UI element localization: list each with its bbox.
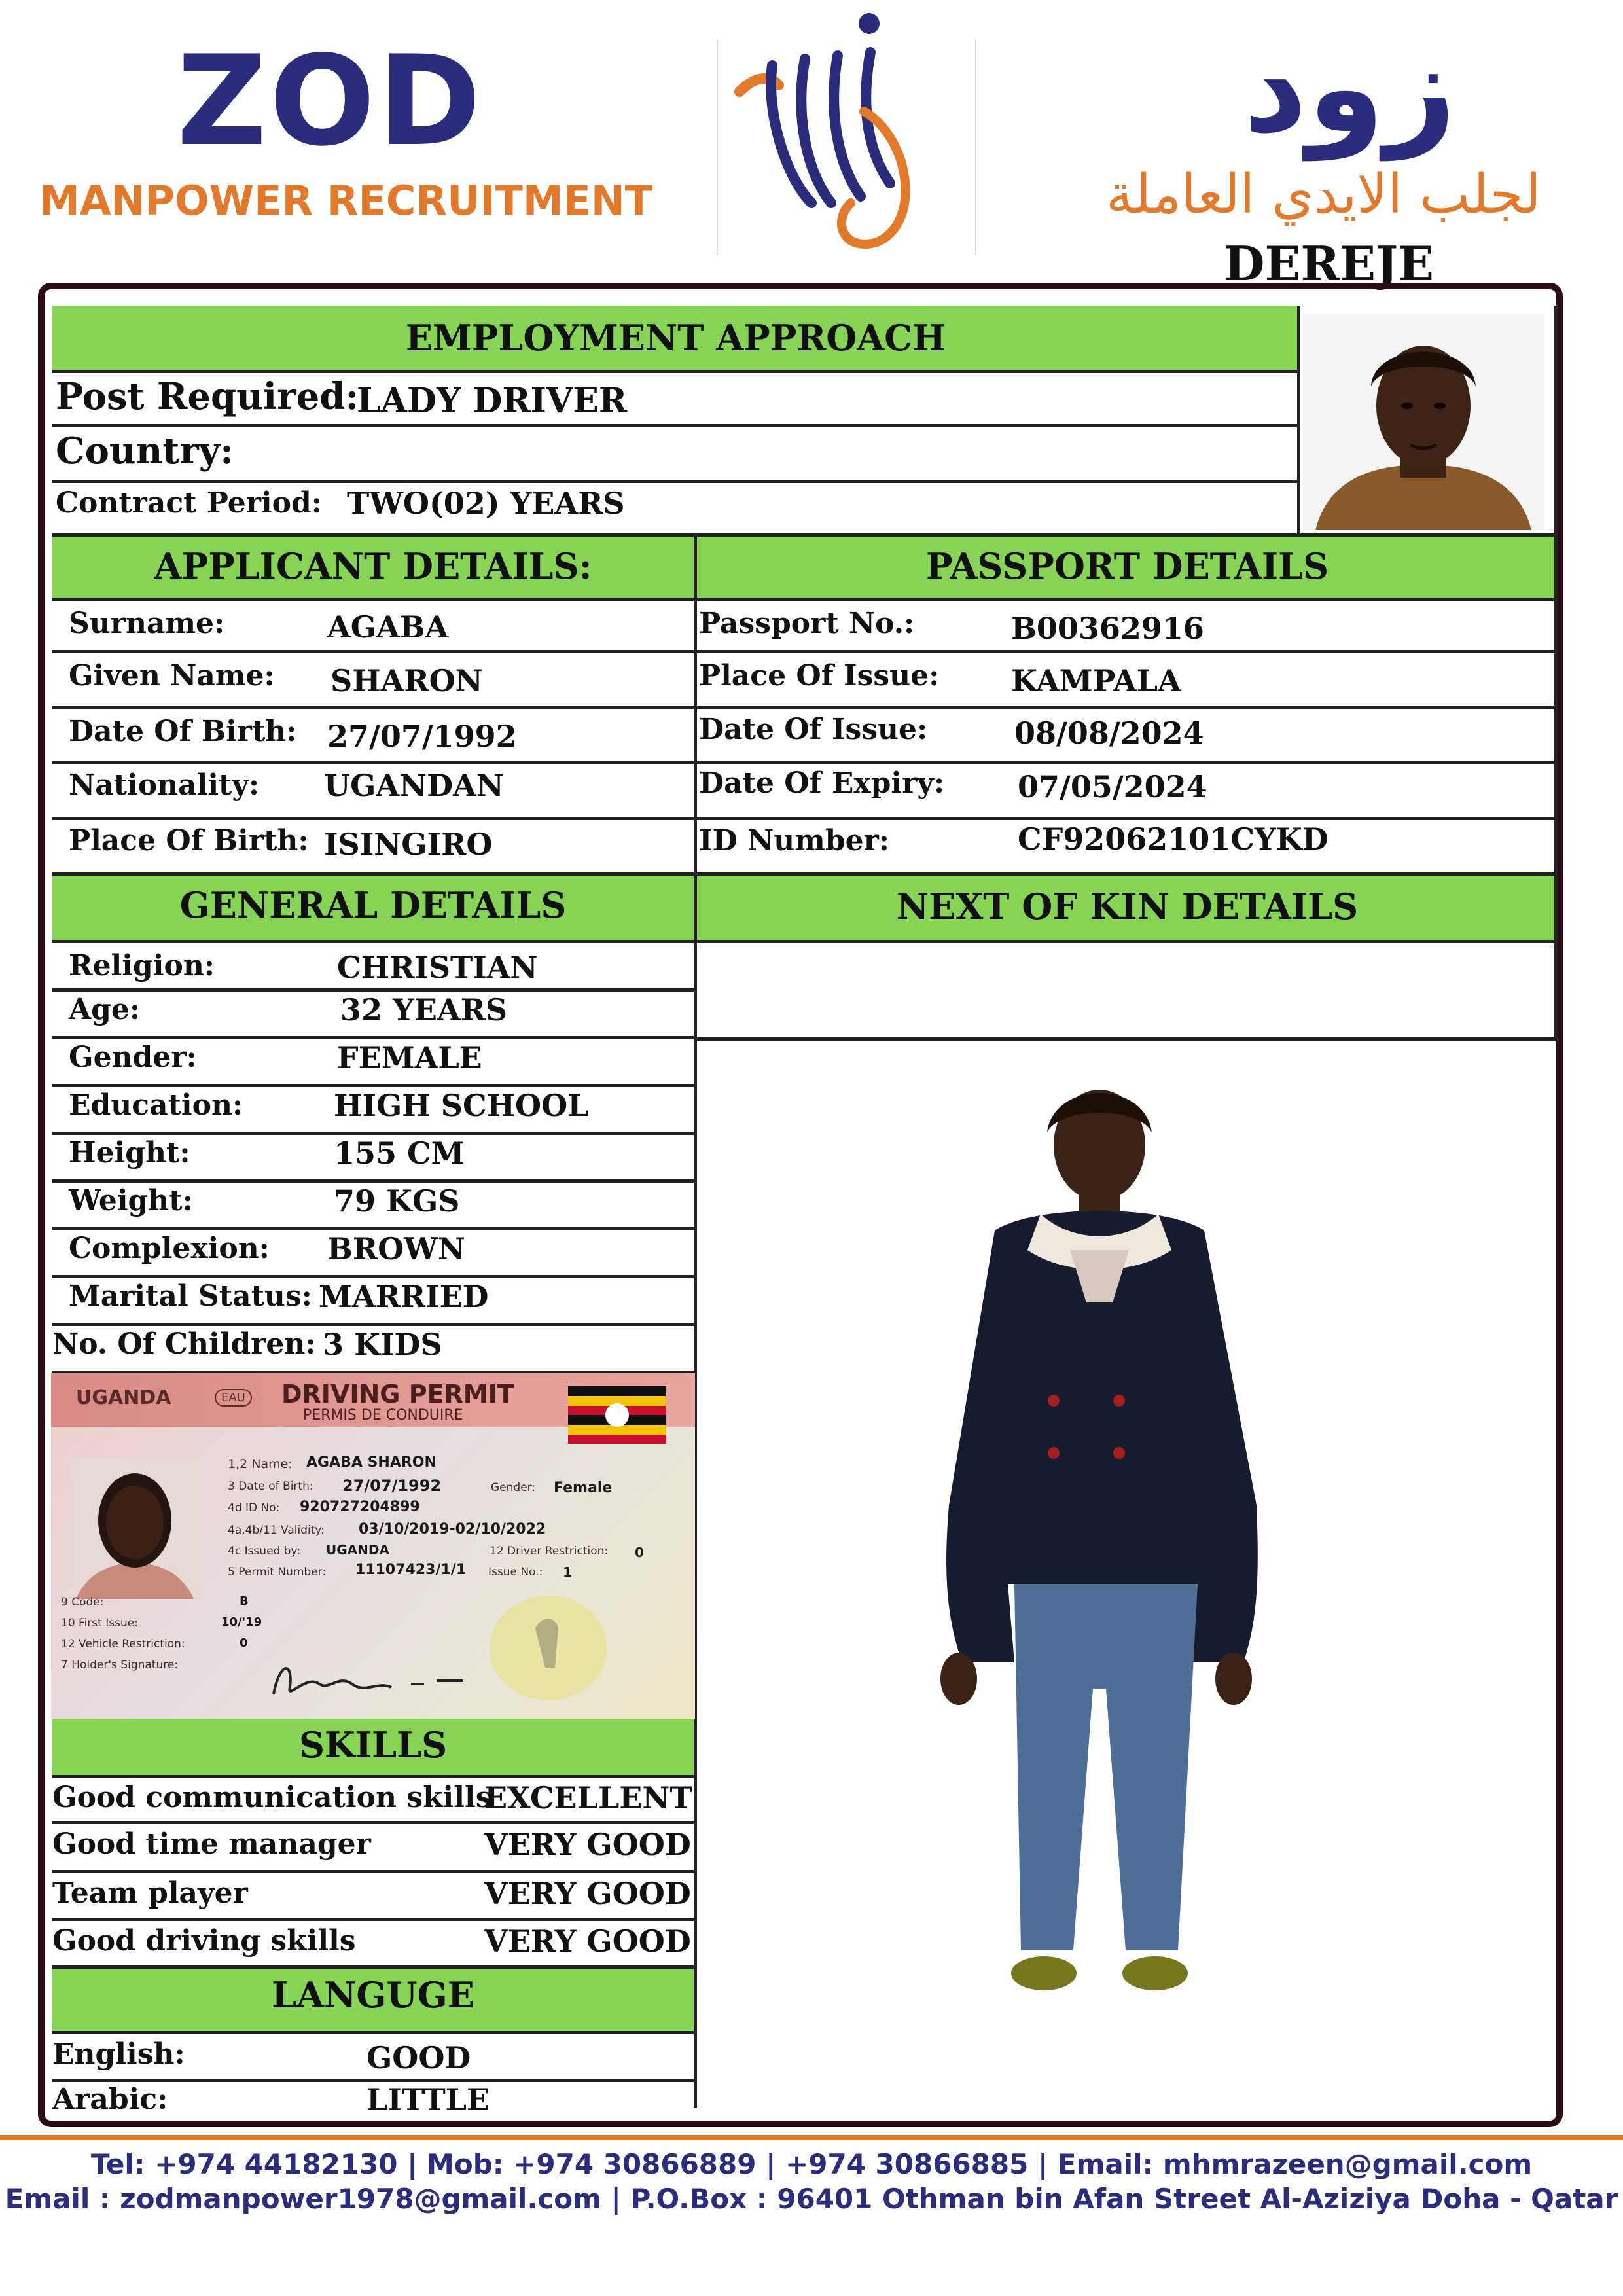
language-label: English:: [52, 2037, 185, 2071]
passport-value: 07/05/2024: [1018, 769, 1207, 804]
passport-title: PASSPORT DETAILS: [697, 537, 1558, 601]
footer-contact-line-1: Tel: +974 44182130 | Mob: +974 30866889 | +974 30866885 | Email: mhmrazeen@gmail.com: [90, 2148, 1533, 2180]
language-value: GOOD: [366, 2040, 471, 2075]
header-divider-right: [975, 39, 976, 255]
general-value: MARRIED: [319, 1279, 489, 1314]
brand-logo-text: ZOD: [177, 29, 484, 173]
permit-restriction-label: 12 Driver Restriction:: [490, 1545, 609, 1558]
passport-value: KAMPALA: [1011, 663, 1181, 698]
applicant-value: 27/07/1992: [327, 719, 517, 754]
applicant-label: Date Of Birth:: [69, 715, 297, 748]
passport-value: CF92062101CYKD: [1018, 821, 1329, 857]
permit-restriction-value: 0: [635, 1545, 644, 1560]
permit-name-value: AGABA SHARON: [306, 1454, 437, 1471]
permit-number-label: 5 Permit Number:: [228, 1566, 327, 1579]
divider: [52, 940, 1558, 943]
passport-label: ID Number:: [699, 824, 890, 857]
general-label: Height:: [69, 1136, 190, 1170]
skill-value: VERY GOOD: [484, 1924, 691, 1959]
divider: [1554, 306, 1558, 1039]
applicant-value: SHARON: [330, 663, 483, 698]
permit-vehicle-value: 0: [240, 1636, 248, 1650]
agent-name: DEREJE: [1224, 236, 1434, 291]
applicant-label: Place Of Birth:: [69, 824, 309, 857]
permit-number-value: 11107423/1/1: [355, 1562, 467, 1578]
permit-vehicle-label: 12 Vehicle Restriction:: [61, 1638, 185, 1651]
permit-hologram-icon: [483, 1589, 614, 1707]
general-label: Age:: [69, 993, 141, 1026]
post-label: Post Required:: [56, 375, 359, 418]
passport-label: Passport No.:: [699, 607, 915, 640]
general-label: Marital Status:: [69, 1280, 312, 1313]
general-value: 32 YEARS: [340, 992, 508, 1028]
permit-signature-label: 7 Holder's Signature:: [61, 1659, 179, 1672]
general-label: Gender:: [69, 1041, 197, 1074]
general-title: GENERAL DETAILS: [52, 876, 694, 940]
skill-label: Good driving skills: [52, 1924, 356, 1958]
permit-code-label: 9 Code:: [61, 1596, 104, 1609]
general-value: 79 KGS: [334, 1183, 460, 1219]
company-logo-icon: [733, 7, 929, 255]
applicant-label: Nationality:: [69, 768, 260, 802]
applicant-value: ISINGIRO: [324, 827, 493, 862]
permit-first-issue-value: 10/'19: [221, 1615, 262, 1629]
general-value: BROWN: [327, 1231, 465, 1266]
passport-label: Date Of Issue:: [699, 713, 928, 746]
divider: [697, 1037, 1558, 1041]
language-value: LITTLE: [366, 2082, 490, 2117]
applicant-value: AGABA: [327, 609, 449, 645]
general-label: Religion:: [69, 949, 215, 982]
permit-title: DRIVING PERMIT: [281, 1380, 514, 1408]
language-title: LANGUGE: [52, 1969, 694, 2032]
contract-label: Contract Period:: [56, 486, 322, 520]
arabic-brand: زود: [1243, 16, 1456, 160]
permit-eac-badge: EAU: [215, 1389, 252, 1407]
permit-issued-label: 4c Issued by:: [228, 1545, 301, 1558]
applicant-label: Surname:: [69, 607, 225, 640]
skill-value: VERY GOOD: [484, 1876, 691, 1911]
brand-subtitle: MANPOWER RECRUITMENT: [39, 177, 653, 224]
permit-gender-label: Gender:: [491, 1481, 536, 1494]
skill-label: Team player: [52, 1876, 248, 1910]
general-value: 3 KIDS: [323, 1327, 442, 1362]
driving-permit-card: [51, 1373, 695, 1719]
applicant-label: Given Name:: [69, 659, 275, 692]
divider: [694, 533, 697, 2108]
divider: [1297, 306, 1300, 533]
header-divider-left: [717, 39, 718, 255]
skill-value: VERY GOOD: [484, 1827, 691, 1862]
permit-validity-label: 4a,4b/11 Validity:: [228, 1524, 325, 1537]
country-label: Country:: [56, 429, 234, 473]
general-value: CHRISTIAN: [337, 950, 538, 985]
next-of-kin-title: NEXT OF KIN DETAILS: [697, 876, 1558, 940]
applicant-value: UGANDAN: [324, 768, 504, 803]
footer-contact-line-2: Email : zodmanpower1978@gmail.com | P.O.Box : 96401 Othman bin Afan Street Al-Aziziya Doha - Qatar: [5, 2183, 1618, 2215]
permit-issue-no-value: 1: [563, 1564, 572, 1580]
skill-label: Good time manager: [52, 1827, 371, 1861]
permit-country: UGANDA: [76, 1386, 171, 1409]
employment-title: EMPLOYMENT APPROACH: [52, 306, 1299, 370]
general-label: Weight:: [69, 1184, 193, 1217]
general-label: Complexion:: [69, 1232, 270, 1265]
general-label: No. Of Children:: [52, 1327, 316, 1361]
permit-issued-value: UGANDA: [326, 1542, 389, 1558]
permit-issue-no-label: Issue No.:: [488, 1566, 543, 1579]
general-value: FEMALE: [337, 1040, 482, 1075]
general-value: 155 CM: [334, 1136, 465, 1171]
permit-first-issue-label: 10 First Issue:: [61, 1617, 138, 1630]
footer-divider: [0, 2135, 1623, 2140]
general-label: Education:: [69, 1088, 243, 1122]
permit-id-value: 920727204899: [300, 1499, 420, 1515]
language-label: Arabic:: [52, 2083, 168, 2116]
passport-label: Place Of Issue:: [699, 659, 940, 692]
skill-label: Good communication skills: [52, 1781, 492, 1814]
permit-name-label: 1,2 Name:: [228, 1457, 293, 1471]
applicant-headshot: [1302, 314, 1544, 530]
skills-title: SKILLS: [52, 1719, 694, 1776]
contract-value: TWO(02) YEARS: [347, 486, 625, 521]
permit-id-label: 4d ID No:: [228, 1501, 280, 1515]
permit-subtitle: PERMIS DE CONDUIRE: [303, 1407, 463, 1424]
permit-validity-value: 03/10/2019-02/10/2022: [359, 1521, 546, 1537]
applicant-full-body-photo: [903, 1086, 1309, 2016]
applicant-title: APPLICANT DETAILS:: [52, 537, 694, 601]
holder-signature-icon: [267, 1648, 476, 1707]
permit-dob-value: 27/07/1992: [342, 1477, 442, 1495]
uganda-flag-icon: [568, 1386, 666, 1444]
passport-value: 08/08/2024: [1014, 715, 1204, 751]
permit-dob-label: 3 Date of Birth:: [228, 1480, 313, 1493]
skill-value: EXCELLENT: [484, 1780, 692, 1816]
permit-gender-value: Female: [554, 1480, 613, 1496]
permit-code-value: B: [240, 1594, 249, 1608]
divider: [52, 424, 1299, 427]
post-value: LADY DRIVER: [357, 381, 628, 421]
passport-label: Date Of Expiry:: [699, 766, 945, 800]
arabic-subtitle: لجلب الايدي العاملة: [1106, 164, 1541, 226]
general-value: HIGH SCHOOL: [334, 1088, 589, 1123]
permit-photo: [69, 1458, 200, 1599]
passport-value: B00362916: [1011, 611, 1204, 646]
